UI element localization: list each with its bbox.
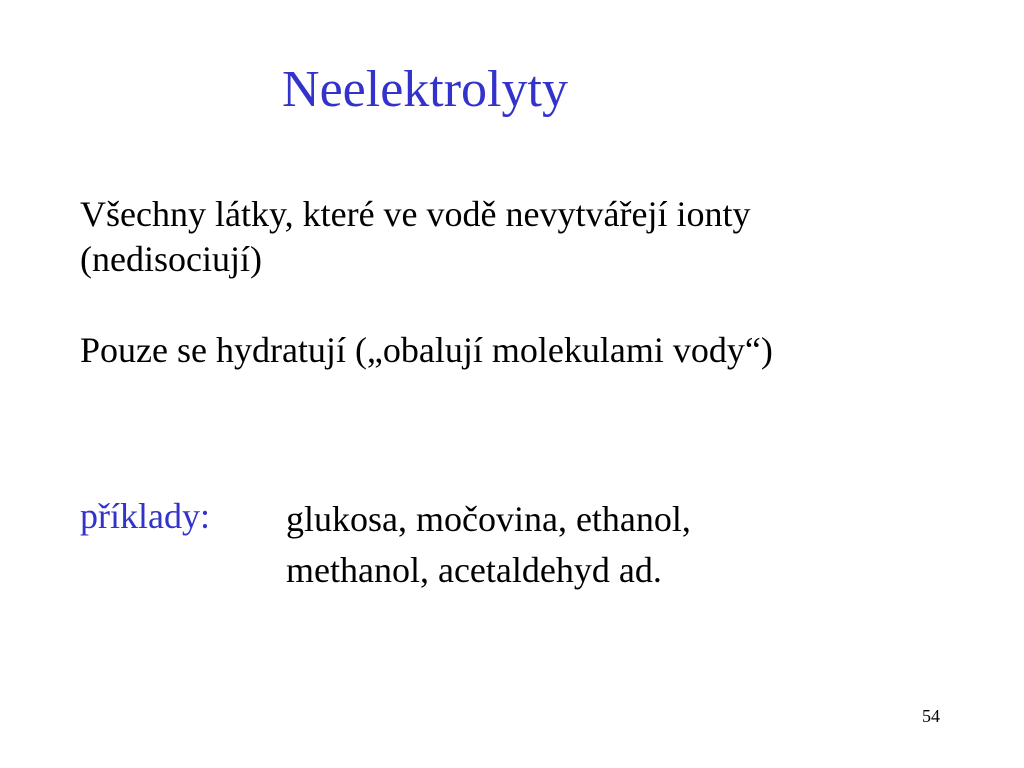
definition-line-1: Všechny látky, které ve vodě nevytvářejí ionty bbox=[80, 194, 751, 234]
definition-line-2: (nedisociují) bbox=[80, 239, 262, 279]
hydration-paragraph: Pouze se hydratují („obalují molekulami vody“) bbox=[80, 330, 773, 370]
page-number: 54 bbox=[922, 706, 940, 726]
examples-label: příklady: bbox=[80, 496, 210, 536]
definition-paragraph bbox=[80, 192, 750, 282]
slide-title: Neelektrolyty bbox=[282, 61, 568, 118]
examples-line-2: methanol, acetaldehyd ad. bbox=[286, 550, 662, 590]
examples-list bbox=[286, 494, 691, 596]
examples-line-1: glukosa, močovina, ethanol, bbox=[286, 499, 691, 539]
